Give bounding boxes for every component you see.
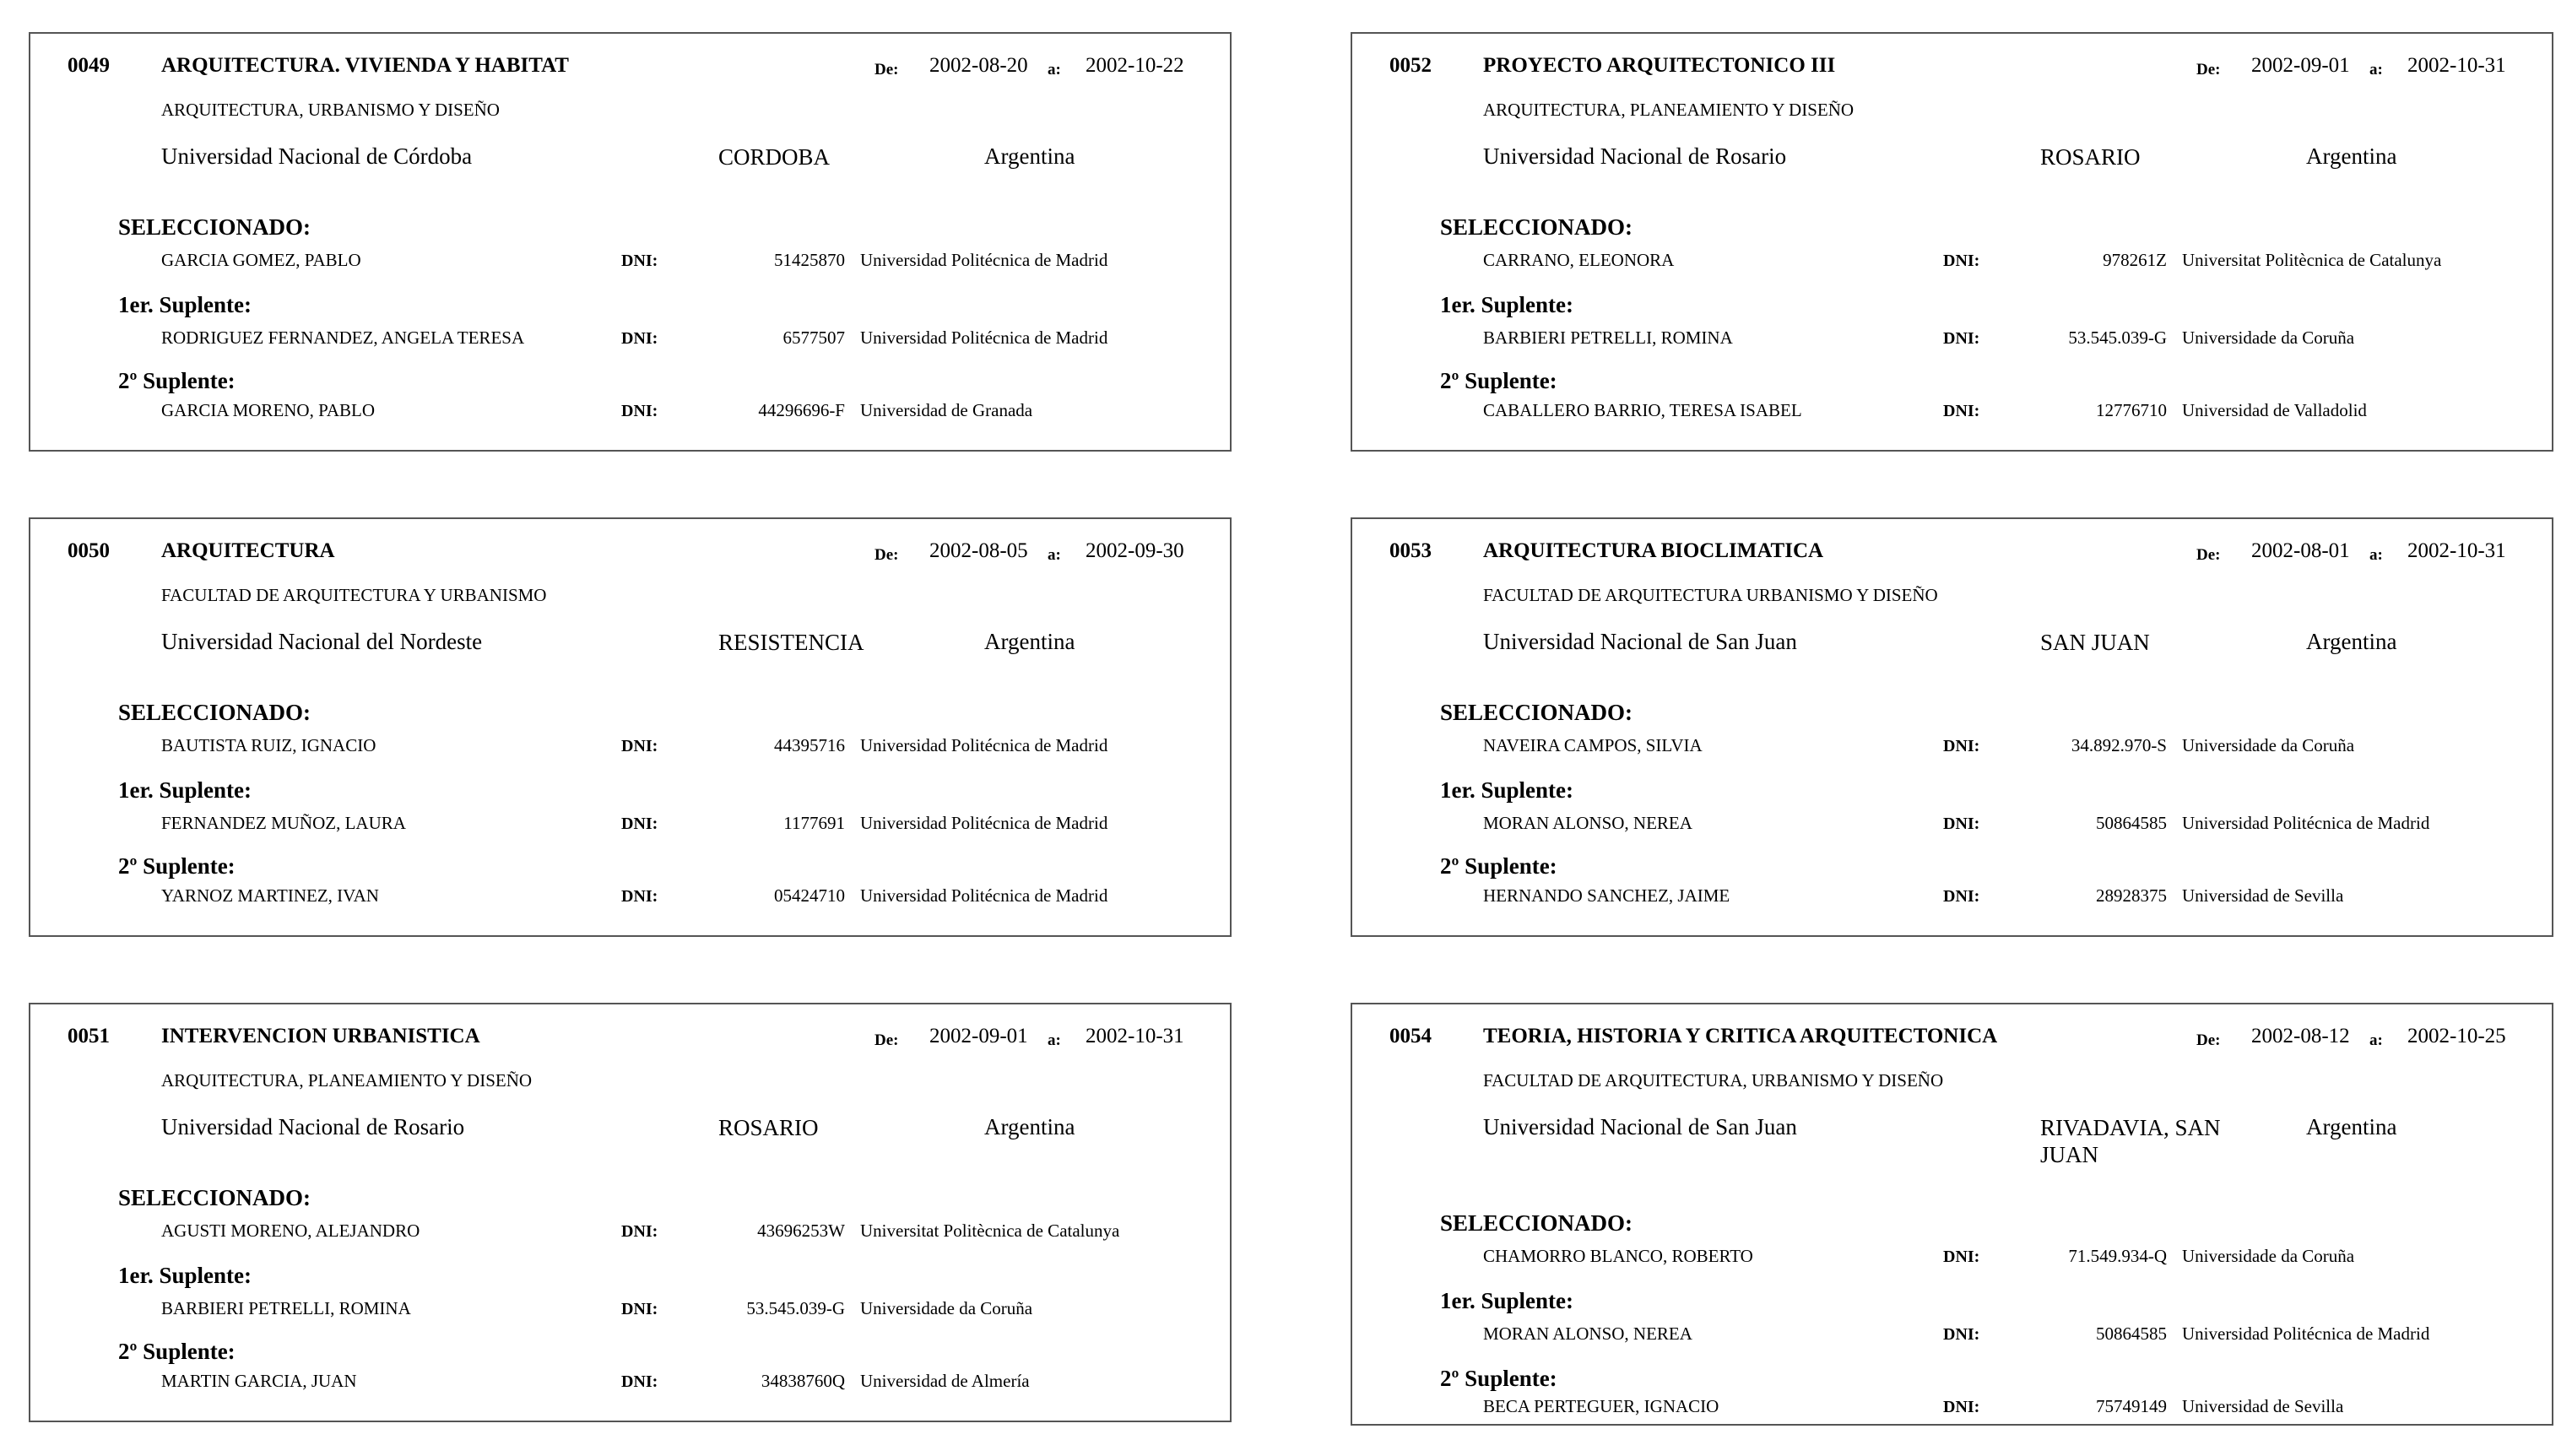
university: Universidad Nacional de Rosario bbox=[1483, 143, 1787, 169]
role-label: 1er. Suplente: bbox=[1440, 292, 1574, 317]
dni-label: DNI: bbox=[621, 1300, 658, 1318]
role-label: SELECCIONADO: bbox=[1440, 1210, 1633, 1236]
dni-label: DNI: bbox=[1943, 1398, 1980, 1416]
from-label: De: bbox=[874, 1031, 899, 1049]
dni-label: DNI: bbox=[621, 252, 658, 270]
to-label: a: bbox=[2369, 61, 2383, 78]
role-label: SELECCIONADO: bbox=[118, 1185, 311, 1210]
from-date: 2002-08-12 bbox=[2251, 1025, 2350, 1047]
institution: Universidad de Sevilla bbox=[2182, 885, 2344, 906]
to-date: 2002-10-31 bbox=[2407, 54, 2506, 77]
to-label: a: bbox=[1048, 1031, 1061, 1049]
to-label: a: bbox=[1048, 546, 1061, 564]
city: RESISTENCIA bbox=[718, 630, 864, 655]
to-date: 2002-10-31 bbox=[2407, 539, 2506, 562]
institution: Universidade da Coruña bbox=[2182, 735, 2355, 755]
dni-value: 28928375 bbox=[2096, 885, 2167, 906]
dni-label: DNI: bbox=[1943, 887, 1980, 906]
person-name: CARRANO, ELEONORA bbox=[1483, 250, 1675, 270]
dni-value: 71.549.934-Q bbox=[2068, 1246, 2167, 1266]
person-name: MORAN ALONSO, NEREA bbox=[1483, 813, 1692, 833]
from-label: De: bbox=[2196, 546, 2221, 564]
role-label: SELECCIONADO: bbox=[118, 700, 311, 725]
university: Universidad Nacional del Nordeste bbox=[161, 629, 483, 654]
institution: Universitat Politècnica de Catalunya bbox=[860, 1221, 1120, 1241]
dni-label: DNI: bbox=[621, 1222, 658, 1241]
program-card bbox=[29, 1003, 1232, 1422]
from-label: De: bbox=[874, 61, 899, 78]
faculty: FACULTAD DE ARQUITECTURA URBANISMO Y DISEÑO bbox=[1483, 585, 1938, 605]
institution: Universidad de Granada bbox=[860, 400, 1033, 420]
dni-label: DNI: bbox=[1943, 402, 1980, 420]
to-label: a: bbox=[2369, 1031, 2383, 1049]
role-label: 2º Suplente: bbox=[1440, 1366, 1557, 1391]
dni-label: DNI: bbox=[1943, 1325, 1980, 1344]
dni-value: 978261Z bbox=[2103, 250, 2167, 270]
institution: Universidad de Sevilla bbox=[2182, 1396, 2344, 1416]
university: Universidad Nacional de San Juan bbox=[1483, 629, 1797, 654]
from-date: 2002-08-05 bbox=[929, 539, 1028, 562]
dni-label: DNI: bbox=[621, 1372, 658, 1391]
faculty: ARQUITECTURA, URBANISMO Y DISEÑO bbox=[161, 100, 500, 120]
to-date: 2002-10-31 bbox=[1086, 1025, 1184, 1047]
faculty: ARQUITECTURA, PLANEAMIENTO Y DISEÑO bbox=[1483, 100, 1855, 120]
dni-label: DNI: bbox=[621, 329, 658, 348]
university: Universidad Nacional de Córdoba bbox=[161, 143, 473, 169]
city: SAN JUAN bbox=[2040, 630, 2150, 655]
person-name: NAVEIRA CAMPOS, SILVIA bbox=[1483, 735, 1703, 755]
program-title: TEORIA, HISTORIA Y CRITICA ARQUITECTONICA bbox=[1483, 1025, 1998, 1047]
program-card bbox=[1351, 32, 2553, 452]
dni-value: 1177691 bbox=[783, 813, 845, 833]
role-label: 2º Suplente: bbox=[118, 1339, 236, 1364]
dni-label: DNI: bbox=[1943, 1248, 1980, 1266]
person-name: GARCIA GOMEZ, PABLO bbox=[161, 250, 361, 270]
institution: Universitat Politècnica de Catalunya bbox=[2182, 250, 2442, 270]
program-card bbox=[1351, 1003, 2553, 1426]
person-name: RODRIGUEZ FERNANDEZ, ANGELA TERESA bbox=[161, 327, 525, 348]
city: CORDOBA bbox=[718, 144, 831, 170]
person-name: YARNOZ MARTINEZ, IVAN bbox=[161, 885, 379, 906]
role-label: 1er. Suplente: bbox=[118, 777, 252, 803]
person-name: MARTIN GARCIA, JUAN bbox=[161, 1371, 357, 1391]
city: ROSARIO bbox=[2040, 144, 2141, 170]
faculty: FACULTAD DE ARQUITECTURA, URBANISMO Y DISEÑO bbox=[1483, 1070, 1944, 1091]
dni-label: DNI: bbox=[1943, 329, 1980, 348]
person-name: BARBIERI PETRELLI, ROMINA bbox=[161, 1298, 411, 1318]
person-name: HERNANDO SANCHEZ, JAIME bbox=[1483, 885, 1730, 906]
program-card bbox=[29, 32, 1232, 452]
from-date: 2002-09-01 bbox=[929, 1025, 1028, 1047]
institution: Universidad Politécnica de Madrid bbox=[2182, 813, 2430, 833]
program-title: INTERVENCION URBANISTICA bbox=[161, 1025, 480, 1047]
role-label: 1er. Suplente: bbox=[118, 292, 252, 317]
role-label: SELECCIONADO: bbox=[1440, 700, 1633, 725]
institution: Universidad Politécnica de Madrid bbox=[2182, 1323, 2430, 1344]
dni-label: DNI: bbox=[621, 737, 658, 755]
program-code: 0053 bbox=[1389, 539, 1432, 562]
role-label: SELECCIONADO: bbox=[1440, 214, 1633, 240]
dni-label: DNI: bbox=[1943, 737, 1980, 755]
institution: Universidade da Coruña bbox=[2182, 327, 2355, 348]
person-name: BARBIERI PETRELLI, ROMINA bbox=[1483, 327, 1733, 348]
from-date: 2002-08-20 bbox=[929, 54, 1028, 77]
person-name: CABALLERO BARRIO, TERESA ISABEL bbox=[1483, 400, 1802, 420]
university: Universidad Nacional de San Juan bbox=[1483, 1114, 1797, 1139]
dni-label: DNI: bbox=[621, 815, 658, 833]
faculty: ARQUITECTURA, PLANEAMIENTO Y DISEÑO bbox=[161, 1070, 533, 1091]
dni-value: 50864585 bbox=[2096, 813, 2167, 833]
dni-value: 12776710 bbox=[2096, 400, 2167, 420]
to-date: 2002-09-30 bbox=[1086, 539, 1184, 562]
dni-value: 34.892.970-S bbox=[2071, 735, 2167, 755]
institution: Universidad de Almería bbox=[860, 1371, 1030, 1391]
dni-value: 51425870 bbox=[774, 250, 845, 270]
program-card bbox=[1351, 517, 2553, 937]
city: RIVADAVIA, SAN JUAN bbox=[2040, 1115, 2221, 1167]
person-name: AGUSTI MORENO, ALEJANDRO bbox=[161, 1221, 420, 1241]
role-label: 1er. Suplente: bbox=[118, 1263, 252, 1288]
faculty: FACULTAD DE ARQUITECTURA Y URBANISMO bbox=[161, 585, 547, 605]
country: Argentina bbox=[2306, 1114, 2397, 1139]
from-label: De: bbox=[874, 546, 899, 564]
program-code: 0051 bbox=[68, 1025, 110, 1047]
program-code: 0050 bbox=[68, 539, 110, 562]
to-label: a: bbox=[2369, 546, 2383, 564]
country: Argentina bbox=[2306, 629, 2397, 654]
person-name: FERNANDEZ MUÑOZ, LAURA bbox=[161, 813, 406, 833]
person-name: BECA PERTEGUER, IGNACIO bbox=[1483, 1396, 1719, 1416]
dni-label: DNI: bbox=[1943, 252, 1980, 270]
dni-value: 53.545.039-G bbox=[2068, 327, 2167, 348]
dni-value: 53.545.039-G bbox=[746, 1298, 845, 1318]
from-date: 2002-08-01 bbox=[2251, 539, 2350, 562]
institution: Universidad de Valladolid bbox=[2182, 400, 2367, 420]
institution: Universidad Politécnica de Madrid bbox=[860, 327, 1108, 348]
to-label: a: bbox=[1048, 61, 1061, 78]
city: ROSARIO bbox=[718, 1115, 819, 1140]
from-label: De: bbox=[2196, 61, 2221, 78]
person-name: CHAMORRO BLANCO, ROBERTO bbox=[1483, 1246, 1753, 1266]
dni-value: 05424710 bbox=[774, 885, 845, 906]
dni-label: DNI: bbox=[621, 402, 658, 420]
dni-label: DNI: bbox=[621, 887, 658, 906]
from-label: De: bbox=[2196, 1031, 2221, 1049]
role-label: 1er. Suplente: bbox=[1440, 1288, 1574, 1313]
from-date: 2002-09-01 bbox=[2251, 54, 2350, 77]
country: Argentina bbox=[984, 629, 1075, 654]
person-name: GARCIA MORENO, PABLO bbox=[161, 400, 376, 420]
program-code: 0052 bbox=[1389, 54, 1432, 77]
dni-label: DNI: bbox=[1943, 815, 1980, 833]
role-label: SELECCIONADO: bbox=[118, 214, 311, 240]
dni-value: 43696253W bbox=[757, 1221, 845, 1241]
program-title: PROYECTO ARQUITECTONICO III bbox=[1483, 54, 1836, 77]
university: Universidad Nacional de Rosario bbox=[161, 1114, 465, 1139]
program-title: ARQUITECTURA bbox=[161, 539, 335, 562]
institution: Universidade da Coruña bbox=[860, 1298, 1033, 1318]
institution: Universidad Politécnica de Madrid bbox=[860, 813, 1108, 833]
program-title: ARQUITECTURA. VIVIENDA Y HABITAT bbox=[161, 54, 569, 77]
program-card bbox=[29, 517, 1232, 937]
dni-value: 75749149 bbox=[2096, 1396, 2167, 1416]
person-name: BAUTISTA RUIZ, IGNACIO bbox=[161, 735, 376, 755]
to-date: 2002-10-22 bbox=[1086, 54, 1184, 77]
to-date: 2002-10-25 bbox=[2407, 1025, 2506, 1047]
dni-value: 6577507 bbox=[782, 327, 845, 348]
institution: Universidade da Coruña bbox=[2182, 1246, 2355, 1266]
country: Argentina bbox=[984, 1114, 1075, 1139]
role-label: 2º Suplente: bbox=[1440, 853, 1557, 879]
role-label: 2º Suplente: bbox=[118, 853, 236, 879]
institution: Universidad Politécnica de Madrid bbox=[860, 885, 1108, 906]
program-code: 0049 bbox=[68, 54, 110, 77]
role-label: 1er. Suplente: bbox=[1440, 777, 1574, 803]
person-name: MORAN ALONSO, NEREA bbox=[1483, 1323, 1692, 1344]
country: Argentina bbox=[2306, 143, 2397, 169]
program-code: 0054 bbox=[1389, 1025, 1432, 1047]
dni-value: 50864585 bbox=[2096, 1323, 2167, 1344]
country: Argentina bbox=[984, 143, 1075, 169]
dni-value: 44395716 bbox=[774, 735, 845, 755]
dni-value: 34838760Q bbox=[761, 1371, 845, 1391]
role-label: 2º Suplente: bbox=[118, 368, 236, 393]
institution: Universidad Politécnica de Madrid bbox=[860, 250, 1108, 270]
role-label: 2º Suplente: bbox=[1440, 368, 1557, 393]
institution: Universidad Politécnica de Madrid bbox=[860, 735, 1108, 755]
program-title: ARQUITECTURA BIOCLIMATICA bbox=[1483, 539, 1824, 562]
dni-value: 44296696-F bbox=[758, 400, 845, 420]
